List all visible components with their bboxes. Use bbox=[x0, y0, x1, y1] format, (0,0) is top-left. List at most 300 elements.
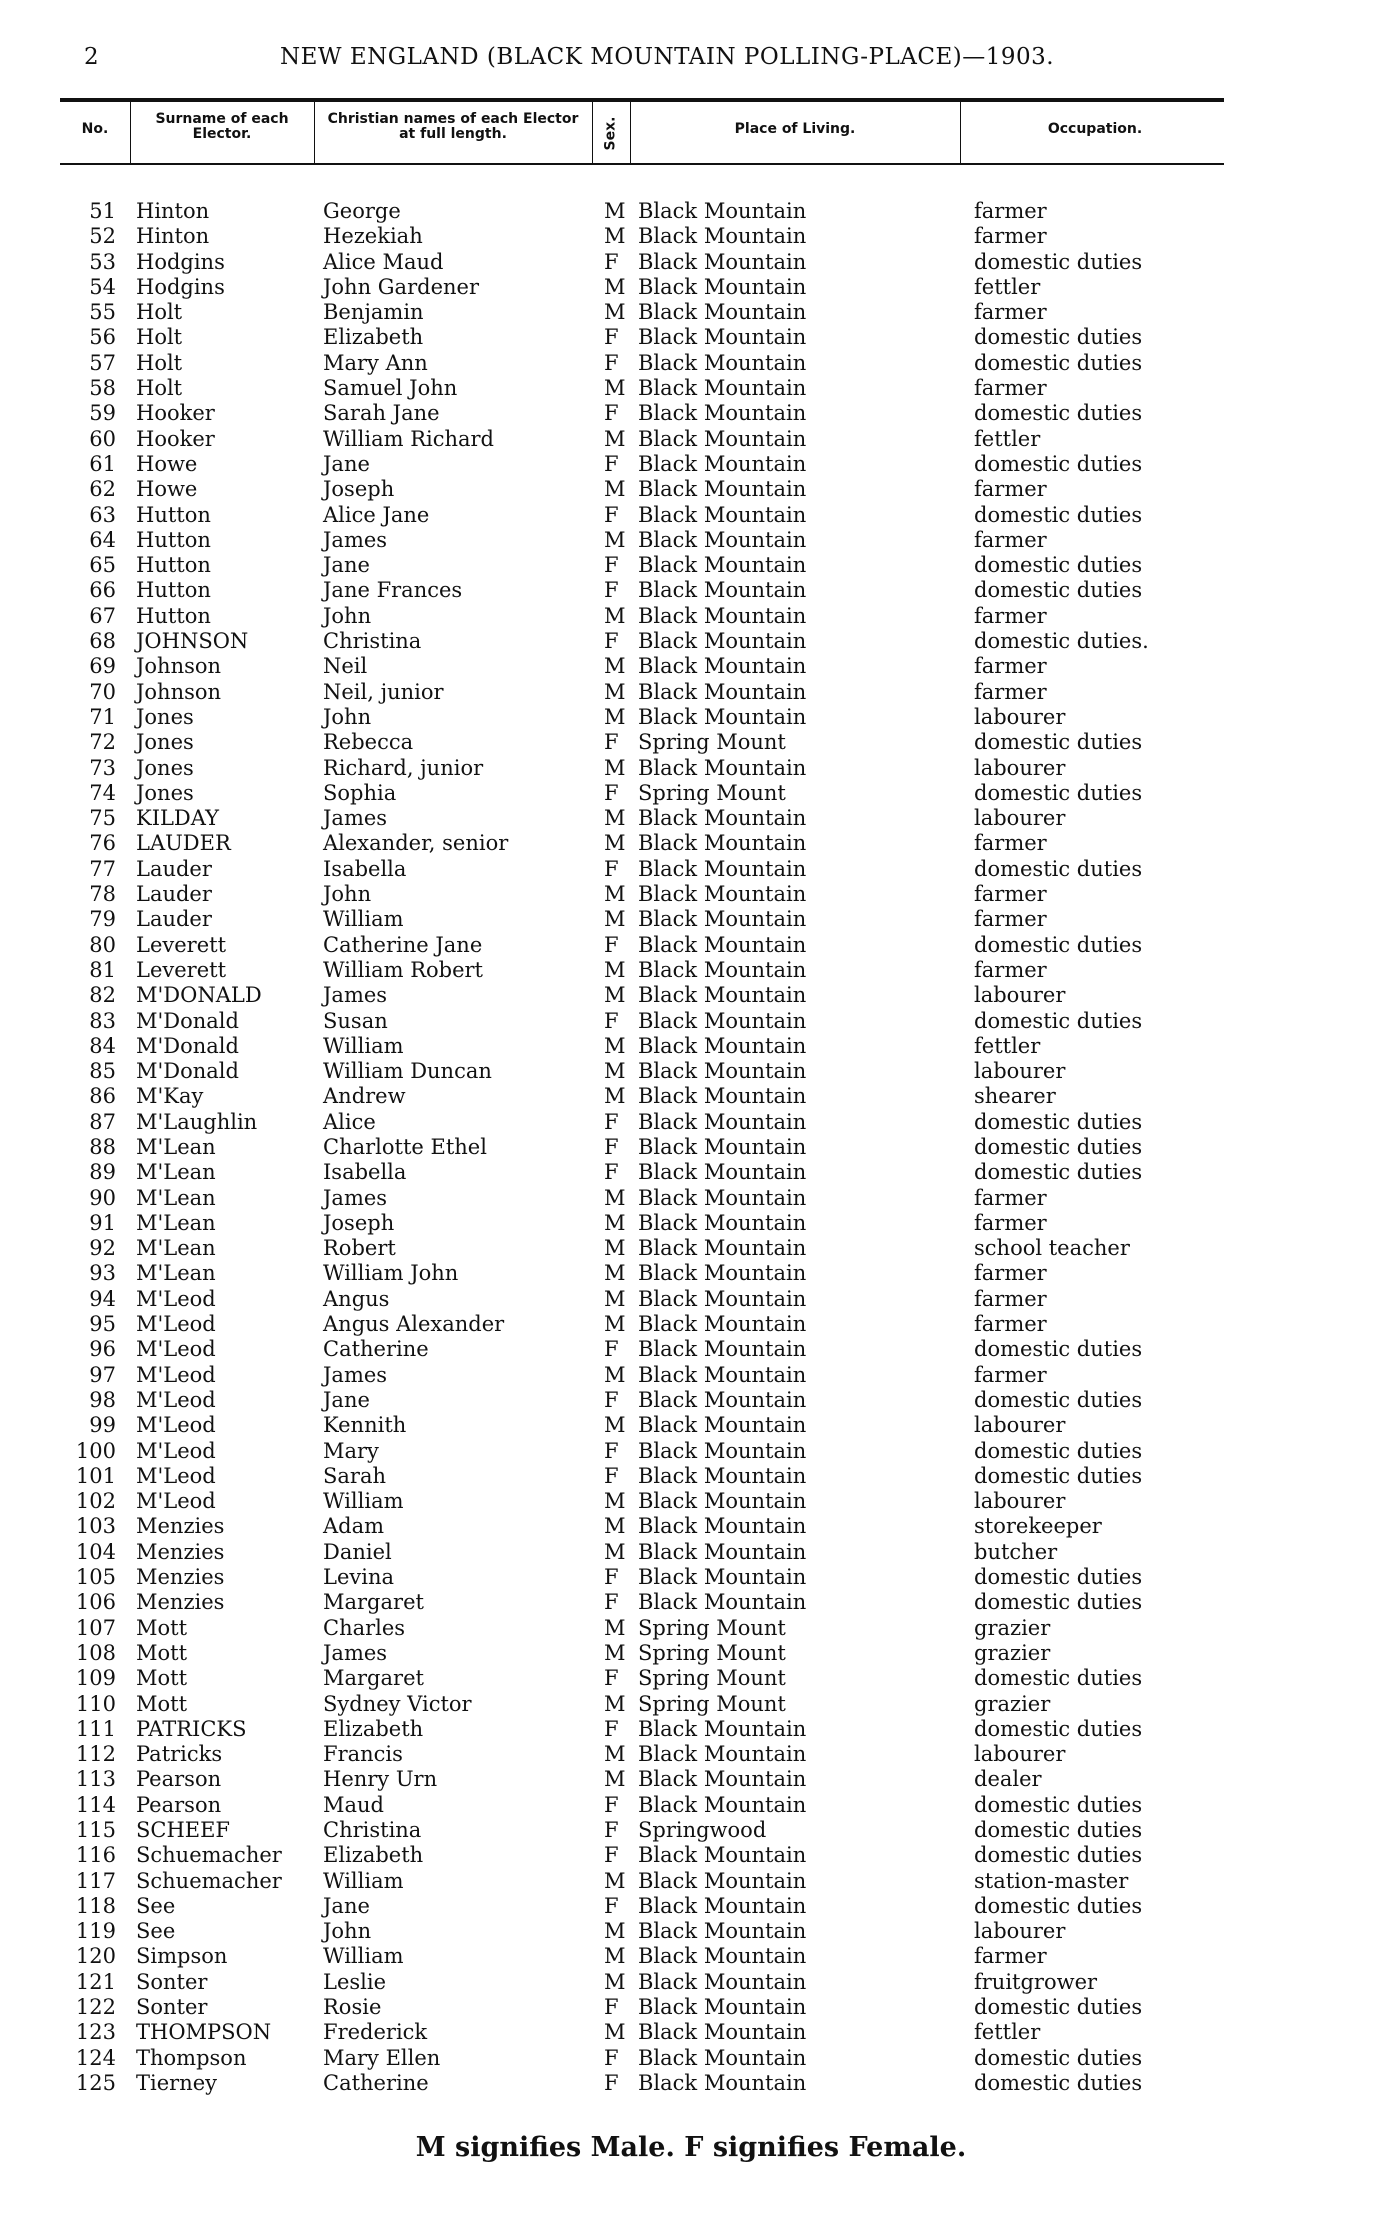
elector-number: 73 bbox=[89, 755, 116, 780]
elector-occupation: domestic duties bbox=[974, 1666, 1143, 1691]
elector-number: 107 bbox=[75, 1615, 116, 1640]
table-row bbox=[0, 1135, 1382, 1160]
elector-number: 75 bbox=[89, 806, 116, 831]
elector-place: Black Mountain bbox=[638, 1792, 807, 1817]
table-row bbox=[0, 1742, 1382, 1767]
elector-surname: Hutton bbox=[136, 603, 211, 628]
elector-occupation: fettler bbox=[974, 426, 1041, 451]
elector-place: Black Mountain bbox=[638, 1008, 807, 1033]
elector-surname: Holt bbox=[136, 350, 183, 375]
elector-surname: Patricks bbox=[136, 1742, 223, 1767]
elector-occupation: domestic duties bbox=[974, 1792, 1143, 1817]
elector-place: Black Mountain bbox=[638, 477, 807, 502]
elector-sex: M bbox=[604, 300, 626, 325]
table-row bbox=[0, 1590, 1382, 1615]
elector-surname: Thompson bbox=[136, 2045, 247, 2070]
elector-occupation: farmer bbox=[974, 1286, 1047, 1311]
elector-christian-names: Andrew bbox=[323, 1084, 406, 1109]
elector-surname: Mott bbox=[136, 1615, 188, 1640]
table-row bbox=[0, 503, 1382, 528]
elector-sex: M bbox=[604, 603, 626, 628]
elector-number: 72 bbox=[89, 730, 116, 755]
elector-place: Spring Mount bbox=[638, 1640, 786, 1665]
elector-occupation: domestic duties bbox=[974, 1995, 1143, 2020]
elector-christian-names: James bbox=[323, 527, 388, 552]
elector-sex: M bbox=[604, 1539, 626, 1564]
header-rule bbox=[60, 163, 1224, 165]
top-rule bbox=[60, 98, 1224, 102]
elector-number: 86 bbox=[89, 1084, 116, 1109]
table-row bbox=[0, 654, 1382, 679]
elector-surname: Lauder bbox=[136, 907, 212, 932]
elector-surname: Tierney bbox=[136, 2070, 218, 2095]
table-row bbox=[0, 1211, 1382, 1236]
elector-christian-names: Margaret bbox=[323, 1666, 424, 1691]
elector-occupation: domestic duties bbox=[974, 249, 1143, 274]
elector-occupation: school teacher bbox=[974, 1236, 1130, 1261]
elector-number: 115 bbox=[75, 1818, 116, 1842]
elector-surname: Menzies bbox=[136, 1514, 225, 1539]
table-row bbox=[0, 1388, 1382, 1413]
elector-sex: F bbox=[604, 401, 619, 426]
elector-place: Black Mountain bbox=[638, 1539, 807, 1564]
elector-sex: M bbox=[604, 1210, 626, 1235]
elector-christian-names: Mary Ellen bbox=[323, 2045, 441, 2070]
table-row bbox=[0, 857, 1382, 882]
table-row bbox=[0, 604, 1382, 629]
elector-surname: Jones bbox=[136, 730, 194, 755]
table-row bbox=[0, 427, 1382, 452]
elector-number: 76 bbox=[89, 831, 116, 856]
elector-surname: M'Leod bbox=[136, 1286, 216, 1311]
table-row bbox=[0, 2071, 1382, 2096]
elector-place: Black Mountain bbox=[638, 932, 807, 957]
table-row bbox=[0, 300, 1382, 325]
table-row bbox=[0, 933, 1382, 958]
elector-christian-names: James bbox=[323, 806, 388, 831]
elector-place: Spring Mount bbox=[638, 1615, 786, 1640]
elector-sex: F bbox=[604, 1995, 619, 2020]
elector-occupation: farmer bbox=[974, 1210, 1047, 1235]
elector-sex: F bbox=[604, 780, 619, 805]
elector-surname: Hinton bbox=[136, 199, 210, 223]
elector-christian-names: Jane bbox=[323, 451, 370, 476]
table-row bbox=[0, 1084, 1382, 1109]
elector-christian-names: William Duncan bbox=[323, 1059, 492, 1084]
table-row bbox=[0, 2046, 1382, 2071]
elector-surname: Leverett bbox=[136, 932, 227, 957]
elector-number: 100 bbox=[75, 1438, 116, 1463]
elector-sex: M bbox=[604, 426, 626, 451]
elector-number: 117 bbox=[75, 1868, 116, 1893]
table-row bbox=[0, 1616, 1382, 1641]
table-row bbox=[0, 1439, 1382, 1464]
elector-number: 54 bbox=[89, 274, 116, 299]
elector-place: Black Mountain bbox=[638, 2020, 807, 2045]
elector-number: 64 bbox=[89, 527, 116, 552]
elector-surname: M'Lean bbox=[136, 1134, 216, 1159]
elector-number: 106 bbox=[75, 1590, 116, 1615]
elector-occupation: domestic duties bbox=[974, 856, 1143, 881]
elector-sex: F bbox=[604, 1008, 619, 1033]
elector-place: Black Mountain bbox=[638, 553, 807, 578]
elector-number: 65 bbox=[89, 553, 116, 578]
elector-place: Black Mountain bbox=[638, 426, 807, 451]
table-row bbox=[0, 250, 1382, 275]
elector-place: Black Mountain bbox=[638, 1843, 807, 1868]
elector-number: 91 bbox=[89, 1210, 116, 1235]
elector-place: Black Mountain bbox=[638, 704, 807, 729]
elector-sex: M bbox=[604, 755, 626, 780]
elector-christian-names: William bbox=[323, 1944, 404, 1969]
elector-christian-names: Catherine bbox=[323, 2070, 429, 2095]
elector-surname: Lauder bbox=[136, 882, 212, 907]
elector-sex: M bbox=[604, 1286, 626, 1311]
column-divider bbox=[314, 102, 315, 163]
table-row bbox=[0, 1034, 1382, 1059]
elector-sex: M bbox=[604, 527, 626, 552]
elector-sex: M bbox=[604, 376, 626, 401]
elector-christian-names: Susan bbox=[323, 1008, 388, 1033]
elector-number: 121 bbox=[75, 1969, 116, 1994]
elector-place: Black Mountain bbox=[638, 401, 807, 426]
elector-place: Black Mountain bbox=[638, 1033, 807, 1058]
elector-place: Black Mountain bbox=[638, 603, 807, 628]
column-divider bbox=[592, 102, 593, 163]
elector-surname: SCHEEF bbox=[136, 1818, 230, 1842]
elector-surname: M'Donald bbox=[136, 1033, 239, 1058]
elector-surname: Hutton bbox=[136, 553, 211, 578]
table-row bbox=[0, 1186, 1382, 1211]
elector-sex: F bbox=[604, 350, 619, 375]
elector-sex: F bbox=[604, 578, 619, 603]
elector-surname: M'Lean bbox=[136, 1261, 216, 1286]
elector-surname: M'Lean bbox=[136, 1160, 216, 1185]
elector-sex: M bbox=[604, 1767, 626, 1792]
elector-number: 53 bbox=[89, 249, 116, 274]
elector-number: 60 bbox=[89, 426, 116, 451]
elector-sex: F bbox=[604, 451, 619, 476]
table-row bbox=[0, 730, 1382, 755]
elector-christian-names: James bbox=[323, 1362, 388, 1387]
table-row bbox=[0, 831, 1382, 856]
elector-occupation: domestic duties bbox=[974, 1463, 1143, 1488]
column-header-sex: Sex. bbox=[602, 116, 619, 151]
elector-number: 120 bbox=[75, 1944, 116, 1969]
elector-christian-names: John bbox=[323, 882, 372, 907]
elector-number: 125 bbox=[75, 2070, 116, 2095]
elector-surname: Menzies bbox=[136, 1590, 225, 1615]
elector-surname: M'Leod bbox=[136, 1438, 216, 1463]
elector-christian-names: Isabella bbox=[323, 1160, 407, 1185]
column-divider bbox=[130, 102, 131, 163]
running-head: NEW ENGLAND (BLACK MOUNTAIN POLLING-PLACE)—1903. bbox=[280, 44, 1055, 70]
elector-sex: M bbox=[604, 2020, 626, 2045]
elector-christian-names: Jane bbox=[323, 1387, 370, 1412]
elector-occupation: station-master bbox=[974, 1868, 1129, 1893]
table-row bbox=[0, 224, 1382, 249]
elector-place: Black Mountain bbox=[638, 1590, 807, 1615]
elector-surname: M'DONALD bbox=[136, 983, 262, 1008]
elector-occupation: labourer bbox=[974, 755, 1066, 780]
table-row bbox=[0, 882, 1382, 907]
elector-surname: M'Leod bbox=[136, 1463, 216, 1488]
elector-christian-names: Alexander, senior bbox=[323, 831, 509, 856]
elector-sex: F bbox=[604, 1843, 619, 1868]
elector-surname: Pearson bbox=[136, 1767, 222, 1792]
elector-place: Black Mountain bbox=[638, 502, 807, 527]
elector-sex: F bbox=[604, 1565, 619, 1590]
elector-place: Black Mountain bbox=[638, 1463, 807, 1488]
table-row bbox=[0, 351, 1382, 376]
table-row bbox=[0, 1236, 1382, 1261]
elector-christian-names: Angus bbox=[323, 1286, 390, 1311]
elector-sex: M bbox=[604, 1640, 626, 1665]
elector-occupation: farmer bbox=[974, 300, 1047, 325]
elector-place: Black Mountain bbox=[638, 224, 807, 249]
elector-number: 63 bbox=[89, 502, 116, 527]
elector-number: 51 bbox=[89, 199, 116, 223]
elector-surname: Howe bbox=[136, 451, 198, 476]
elector-sex: M bbox=[604, 1261, 626, 1286]
elector-sex: M bbox=[604, 1185, 626, 1210]
elector-sex: F bbox=[604, 1387, 619, 1412]
elector-sex: M bbox=[604, 882, 626, 907]
elector-sex: M bbox=[604, 1312, 626, 1337]
elector-christian-names: William bbox=[323, 1033, 404, 1058]
table-row bbox=[0, 1666, 1382, 1691]
elector-place: Black Mountain bbox=[638, 755, 807, 780]
sex-legend: M signifies Male. F signifies Female. bbox=[415, 2132, 967, 2163]
elector-number: 87 bbox=[89, 1109, 116, 1134]
elector-number: 101 bbox=[75, 1463, 116, 1488]
elector-christian-names: Rosie bbox=[323, 1995, 382, 2020]
elector-place: Black Mountain bbox=[638, 1160, 807, 1185]
elector-sex: F bbox=[604, 1590, 619, 1615]
elector-place: Black Mountain bbox=[638, 1387, 807, 1412]
elector-occupation: domestic duties bbox=[974, 1109, 1143, 1134]
table-row bbox=[0, 325, 1382, 350]
table-row bbox=[0, 1818, 1382, 1843]
column-divider bbox=[960, 102, 961, 163]
elector-surname: Schuemacher bbox=[136, 1843, 282, 1868]
elector-occupation: farmer bbox=[974, 527, 1047, 552]
elector-christian-names: Charles bbox=[323, 1615, 406, 1640]
elector-christian-names: John bbox=[323, 1919, 372, 1944]
elector-surname: Mott bbox=[136, 1640, 188, 1665]
table-row bbox=[0, 578, 1382, 603]
elector-sex: F bbox=[604, 1438, 619, 1463]
elector-occupation: farmer bbox=[974, 654, 1047, 679]
elector-number: 57 bbox=[89, 350, 116, 375]
elector-occupation: domestic duties bbox=[974, 502, 1143, 527]
elector-place: Black Mountain bbox=[638, 578, 807, 603]
elector-christian-names: Sophia bbox=[323, 780, 397, 805]
elector-surname: M'Lean bbox=[136, 1185, 216, 1210]
elector-surname: See bbox=[136, 1919, 176, 1944]
column-header-surname: Surname of each Elector. bbox=[155, 111, 289, 142]
elector-place: Black Mountain bbox=[638, 1286, 807, 1311]
elector-occupation: domestic duties bbox=[974, 553, 1143, 578]
elector-occupation: domestic duties bbox=[974, 1893, 1143, 1918]
elector-surname: Schuemacher bbox=[136, 1868, 282, 1893]
elector-number: 69 bbox=[89, 654, 116, 679]
elector-christian-names: Sarah Jane bbox=[323, 401, 440, 426]
elector-surname: Lauder bbox=[136, 856, 212, 881]
elector-occupation: farmer bbox=[974, 1261, 1047, 1286]
elector-occupation: farmer bbox=[974, 376, 1047, 401]
elector-number: 89 bbox=[89, 1160, 116, 1185]
elector-sex: F bbox=[604, 325, 619, 350]
electors-list bbox=[0, 199, 1382, 2096]
elector-number: 104 bbox=[75, 1539, 116, 1564]
elector-surname: LAUDER bbox=[136, 831, 231, 856]
elector-sex: M bbox=[604, 199, 626, 223]
elector-sex: M bbox=[604, 1868, 626, 1893]
table-row bbox=[0, 1160, 1382, 1185]
elector-place: Black Mountain bbox=[638, 1210, 807, 1235]
elector-christian-names: Rebecca bbox=[323, 730, 414, 755]
elector-christian-names: William bbox=[323, 1868, 404, 1893]
elector-occupation: labourer bbox=[974, 1919, 1066, 1944]
table-row bbox=[0, 1059, 1382, 1084]
elector-occupation: butcher bbox=[974, 1539, 1058, 1564]
elector-place: Black Mountain bbox=[638, 1868, 807, 1893]
elector-surname: Holt bbox=[136, 300, 183, 325]
elector-surname: Mott bbox=[136, 1691, 188, 1716]
elector-surname: Mott bbox=[136, 1666, 188, 1691]
elector-sex: M bbox=[604, 983, 626, 1008]
elector-christian-names: William John bbox=[323, 1261, 459, 1286]
table-row bbox=[0, 1869, 1382, 1894]
elector-sex: M bbox=[604, 654, 626, 679]
elector-place: Black Mountain bbox=[638, 1084, 807, 1109]
elector-place: Black Mountain bbox=[638, 1995, 807, 2020]
elector-christian-names: Neil, junior bbox=[323, 679, 444, 704]
elector-number: 102 bbox=[75, 1489, 116, 1514]
elector-surname: Hooker bbox=[136, 426, 215, 451]
elector-sex: F bbox=[604, 1109, 619, 1134]
elector-surname: Holt bbox=[136, 376, 183, 401]
elector-sex: M bbox=[604, 957, 626, 982]
elector-place: Black Mountain bbox=[638, 451, 807, 476]
elector-number: 74 bbox=[89, 780, 116, 805]
elector-sex: F bbox=[604, 1134, 619, 1159]
table-row bbox=[0, 376, 1382, 401]
elector-number: 108 bbox=[75, 1640, 116, 1665]
table-row bbox=[0, 1970, 1382, 1995]
elector-occupation: domestic duties bbox=[974, 1818, 1143, 1842]
elector-surname: M'Leod bbox=[136, 1489, 216, 1514]
elector-place: Black Mountain bbox=[638, 1742, 807, 1767]
table-row bbox=[0, 452, 1382, 477]
table-row bbox=[0, 705, 1382, 730]
elector-christian-names: Joseph bbox=[323, 1210, 395, 1235]
elector-christian-names: Catherine Jane bbox=[323, 932, 483, 957]
elector-occupation: farmer bbox=[974, 1362, 1047, 1387]
elector-place: Black Mountain bbox=[638, 654, 807, 679]
elector-christian-names: Sarah bbox=[323, 1463, 386, 1488]
elector-christian-names: Jane bbox=[323, 553, 370, 578]
elector-place: Black Mountain bbox=[638, 1514, 807, 1539]
table-row bbox=[0, 1514, 1382, 1539]
elector-place: Black Mountain bbox=[638, 325, 807, 350]
elector-place: Springwood bbox=[638, 1818, 767, 1842]
elector-occupation: farmer bbox=[974, 1312, 1047, 1337]
table-row bbox=[0, 2020, 1382, 2045]
elector-place: Black Mountain bbox=[638, 1565, 807, 1590]
elector-christian-names: Hezekiah bbox=[323, 224, 423, 249]
column-header-no: No. bbox=[81, 121, 109, 137]
elector-christian-names: Leslie bbox=[323, 1969, 387, 1994]
elector-sex: M bbox=[604, 1919, 626, 1944]
elector-occupation: fruitgrower bbox=[974, 1969, 1098, 1994]
elector-christian-names: Joseph bbox=[323, 477, 395, 502]
elector-occupation: domestic duties bbox=[974, 1843, 1143, 1868]
elector-surname: KILDAY bbox=[136, 806, 219, 831]
table-row bbox=[0, 275, 1382, 300]
elector-number: 58 bbox=[89, 376, 116, 401]
elector-christian-names: Kennith bbox=[323, 1413, 407, 1438]
table-row bbox=[0, 958, 1382, 983]
elector-number: 99 bbox=[89, 1413, 116, 1438]
elector-number: 66 bbox=[89, 578, 116, 603]
elector-sex: F bbox=[604, 932, 619, 957]
table-row bbox=[0, 1363, 1382, 1388]
elector-occupation: domestic duties bbox=[974, 1008, 1143, 1033]
elector-christian-names: John Gardener bbox=[323, 274, 479, 299]
elector-sex: F bbox=[604, 249, 619, 274]
elector-sex: M bbox=[604, 274, 626, 299]
elector-occupation: labourer bbox=[974, 1413, 1066, 1438]
elector-sex: M bbox=[604, 1489, 626, 1514]
elector-christian-names: Samuel John bbox=[323, 376, 458, 401]
elector-surname: M'Leod bbox=[136, 1362, 216, 1387]
elector-place: Black Mountain bbox=[638, 2045, 807, 2070]
elector-occupation: grazier bbox=[974, 1615, 1051, 1640]
elector-sex: M bbox=[604, 477, 626, 502]
elector-sex: M bbox=[604, 224, 626, 249]
column-header-place: Place of Living. bbox=[734, 121, 856, 137]
elector-christian-names: William Robert bbox=[323, 957, 483, 982]
elector-place: Black Mountain bbox=[638, 856, 807, 881]
elector-surname: M'Laughlin bbox=[136, 1109, 258, 1134]
elector-number: 105 bbox=[75, 1565, 116, 1590]
column-divider bbox=[630, 102, 631, 163]
elector-sex: M bbox=[604, 1944, 626, 1969]
elector-occupation: labourer bbox=[974, 1059, 1066, 1084]
elector-surname: See bbox=[136, 1893, 176, 1918]
elector-number: 93 bbox=[89, 1261, 116, 1286]
elector-sex: M bbox=[604, 704, 626, 729]
elector-occupation: labourer bbox=[974, 1489, 1066, 1514]
elector-occupation: labourer bbox=[974, 704, 1066, 729]
elector-surname: M'Leod bbox=[136, 1337, 216, 1362]
elector-place: Spring Mount bbox=[638, 730, 786, 755]
table-row bbox=[0, 781, 1382, 806]
elector-number: 110 bbox=[75, 1691, 116, 1716]
table-row bbox=[0, 756, 1382, 781]
elector-place: Black Mountain bbox=[638, 350, 807, 375]
elector-number: 55 bbox=[89, 300, 116, 325]
elector-place: Black Mountain bbox=[638, 1767, 807, 1792]
elector-number: 119 bbox=[75, 1919, 116, 1944]
elector-place: Black Mountain bbox=[638, 1919, 807, 1944]
elector-number: 88 bbox=[89, 1134, 116, 1159]
elector-surname: Howe bbox=[136, 477, 198, 502]
elector-place: Black Mountain bbox=[638, 831, 807, 856]
elector-place: Black Mountain bbox=[638, 983, 807, 1008]
